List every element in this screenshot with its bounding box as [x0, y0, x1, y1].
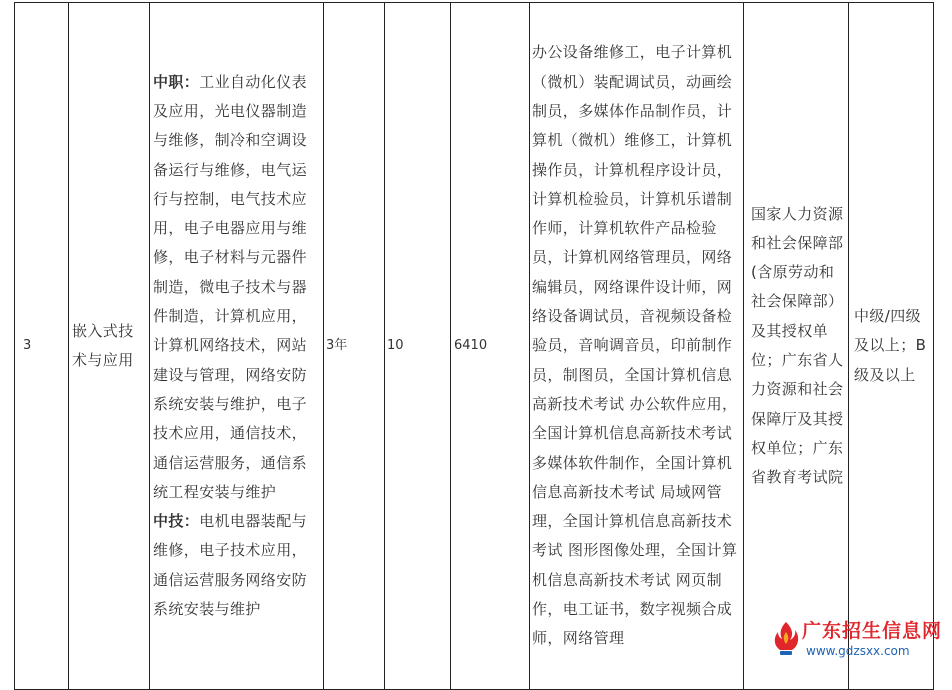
- code: 6410: [454, 338, 488, 354]
- level-cell: [849, 3, 934, 690]
- program-table: [14, 2, 934, 690]
- majors-cell: [150, 3, 324, 690]
- secondary-label: 中职：: [153, 72, 200, 91]
- table-row: [15, 3, 934, 690]
- majors-text: [150, 68, 323, 625]
- site-watermark: [768, 612, 943, 662]
- duration: 3年: [326, 338, 348, 354]
- watermark-url: www.gdzsxx.com: [806, 644, 910, 658]
- issuing-orgs: 国家人力资源和社会保障部(含原劳动和社会保障部）及其授权单位；广东省人力资源和社会保障厅及其授权单位；广东省教育考试院: [751, 204, 844, 487]
- row-index: 3: [23, 338, 32, 354]
- program-name: 嵌入式技术与应用: [72, 321, 134, 369]
- duration-cell: [324, 3, 385, 690]
- certificates: 办公设备维修工，电子计算机（微机）装配调试员，动画绘制员，多媒体作品制作员，计算机（微机）维修工，计算机操作员，计算机程序设计员，计算机检验员，计算机乐谱制作师，计算机软件产品检验员，计算机网络管理员，网络编辑员，网络课件设计师，网络设备调试员，音视频设备检验员，音响调音员，印前制作员，制图员，全国计算机信息高新技术考试 办公软件应用，全国计算机信息高新技术考试 多媒体软件制作，全国计算机信息高新技术考试 局域网管理，全国计算机信息高新技术考试 图形图像处理，全国计算机信息高新技术考试 网页制作，电工证书，数字视频合成师，网络管理: [532, 43, 738, 648]
- torch-logo-icon: [768, 618, 804, 658]
- level: 中级/四级及以上；B级及以上: [854, 307, 927, 384]
- code-cell: [451, 3, 530, 690]
- issuing-orgs-cell: [744, 3, 849, 690]
- program-name-cell: [69, 3, 150, 690]
- enrollment-cell: [385, 3, 451, 690]
- watermark-title: 广东招生信息网: [802, 620, 943, 642]
- row-index-cell: [15, 3, 69, 690]
- enrollment: 10: [387, 338, 404, 354]
- technical-label: 中技：: [153, 512, 200, 531]
- certificates-cell: [530, 3, 744, 690]
- technical-majors: 电机电器装配与维修，电子技术应用，通信运营服务网络安防系统安装与维护: [153, 512, 308, 619]
- secondary-majors: 工业自动化仪表及应用，光电仪器制造与维修，制冷和空调设备运行与维修，电气运行与控制，电气技术应用，电子电器应用与维修，电子材料与元器件制造，微电子技术与器件制造，计算机应用，计算机网络技术，网站建设与管理，网络安防系统安装与维护，电子技术应用，通信技术，通信运营服务，通信系统工程安装与维护: [153, 72, 308, 501]
